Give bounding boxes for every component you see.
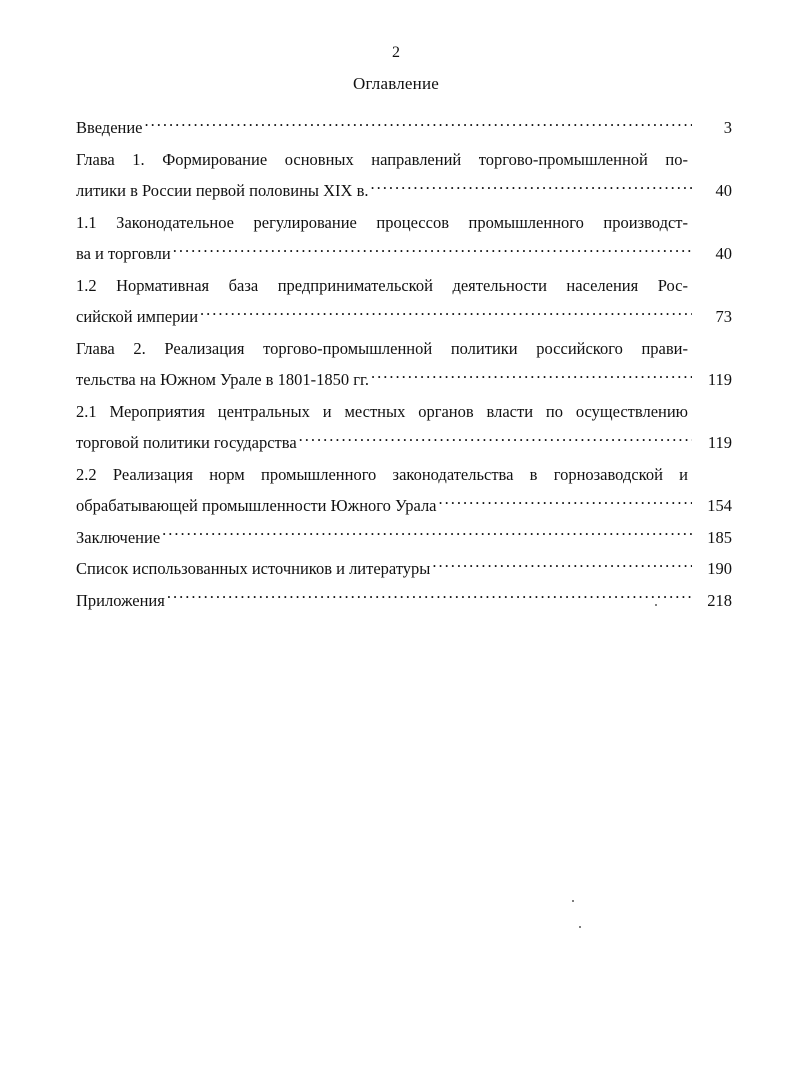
table-of-contents bbox=[76, 112, 732, 616]
toc-entry-text: сийской империи bbox=[76, 307, 199, 326]
toc-page-number: 218 bbox=[707, 590, 732, 610]
dot-leader bbox=[432, 558, 692, 575]
toc-entry-line bbox=[76, 490, 732, 522]
dot-leader bbox=[162, 526, 692, 543]
toc-entry bbox=[76, 522, 732, 554]
toc-entry-text: Глава 1. Формирование основных направлений торгово-промышленной по- bbox=[76, 149, 688, 169]
dot-leader bbox=[299, 432, 692, 449]
toc-entry-line bbox=[76, 364, 732, 396]
toc-entry bbox=[76, 396, 732, 459]
toc-entry bbox=[76, 144, 732, 207]
toc-entry-text: ва и торговли bbox=[76, 244, 171, 263]
toc-page-number: 154 bbox=[707, 496, 732, 515]
dot-leader bbox=[371, 369, 692, 386]
dot-leader bbox=[167, 589, 692, 606]
toc-entry-line bbox=[76, 112, 732, 144]
toc-page-number: 40 bbox=[715, 244, 732, 263]
toc-entry-text: Приложения bbox=[76, 590, 165, 610]
toc-entry-line bbox=[76, 175, 732, 207]
toc-entry-text: обрабатывающей промышленности Южного Урала bbox=[76, 496, 437, 515]
toc-entry-line bbox=[76, 553, 732, 585]
toc-entry-text: 1.2 Нормативная база предпринимательской деятельности населения Рос- bbox=[76, 275, 688, 295]
toc-entry bbox=[76, 270, 732, 333]
dot-leader bbox=[173, 243, 692, 260]
page-number: 2 bbox=[392, 44, 400, 61]
scan-speck bbox=[655, 604, 657, 606]
toc-page-number: 73 bbox=[715, 307, 732, 326]
toc-entry-text: Глава 2. Реализация торгово-промышленной политики российского прави- bbox=[76, 338, 688, 358]
toc-entry-line bbox=[76, 301, 732, 333]
toc-page-number: 3 bbox=[723, 118, 732, 137]
toc-entry-text: литики в России первой половины XIX в. bbox=[76, 181, 369, 200]
dot-leader bbox=[371, 180, 692, 197]
toc-page-number: 119 bbox=[707, 433, 732, 452]
toc-page-number: 40 bbox=[715, 181, 732, 200]
scan-speck bbox=[572, 900, 574, 902]
toc-entry-text: Заключение bbox=[76, 527, 161, 547]
toc-entry bbox=[76, 333, 732, 396]
toc-entry-line bbox=[76, 238, 732, 270]
toc-entry-line bbox=[76, 585, 732, 617]
toc-entry-text: 2.2 Реализация норм промышленного законодательства в горнозаводской и bbox=[76, 464, 688, 484]
toc-title: Оглавление bbox=[353, 74, 439, 93]
toc-entry bbox=[76, 207, 732, 270]
toc-entry-text: 2.1 Мероприятия центральных и местных органов власти по осуществлению bbox=[76, 401, 688, 421]
toc-entry bbox=[76, 585, 732, 617]
toc-entry-text: Список использованных источников и литературы bbox=[76, 559, 431, 578]
toc-entry-text: тельства на Южном Урале в 1801-1850 гг. bbox=[76, 370, 369, 389]
toc-entry bbox=[76, 459, 732, 522]
dot-leader bbox=[145, 117, 692, 134]
toc-entry-text: торговой политики государства bbox=[76, 433, 297, 452]
toc-entry bbox=[76, 112, 732, 144]
dot-leader bbox=[439, 495, 692, 512]
toc-entry-line bbox=[76, 427, 732, 459]
toc-page-number: 190 bbox=[707, 559, 732, 578]
scan-speck bbox=[579, 926, 581, 928]
toc-page-number: 185 bbox=[707, 527, 732, 547]
toc-entry-line bbox=[76, 522, 732, 554]
toc-page-number: 119 bbox=[707, 370, 732, 389]
dot-leader bbox=[200, 306, 692, 323]
toc-entry bbox=[76, 553, 732, 585]
toc-entry-text: 1.1 Законодательное регулирование процессов промышленного производст- bbox=[76, 212, 688, 232]
toc-entry-text: Введение bbox=[76, 118, 143, 137]
